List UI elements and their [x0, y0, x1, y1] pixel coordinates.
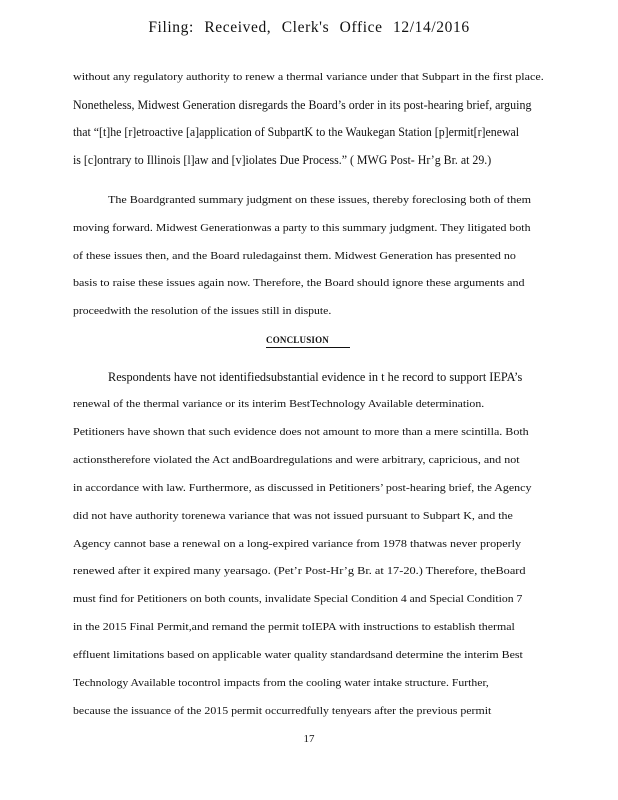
- text-line: of these issues then, and the Board ruledagainst them. Midwest Generation has presented no: [73, 251, 516, 262]
- text-line: effluent limitations based on applicable water quality standardsand determine the interim Best: [73, 650, 523, 661]
- text-line: Nonetheless, Midwest Generation disregards the Board’s order in its post-hearing brief, arguing: [73, 98, 532, 112]
- text-line: proceedwith the resolution of the issues still in dispute.: [73, 306, 332, 317]
- text-line: Agency cannot base a renewal on a long-expired variance from 1978 thatwas never properly: [73, 539, 522, 550]
- conclusion-heading: CONCLUSION: [266, 335, 350, 348]
- text-line: Respondents have not identifiedsubstantial evidence in t he record to support IEPA’s: [108, 370, 523, 384]
- text-line: moving forward. Midwest Generationwas a party to this summary judgment. They litigated both: [73, 223, 531, 234]
- text-line: renewed after it expired many yearsago. (Pet’r Post-Hr’g Br. at 17-20.) Therefore, theBoard: [73, 566, 526, 577]
- text-line: renewal of the thermal variance or its interim BestTechnology Available determination.: [73, 399, 485, 410]
- text-line: did not have authority torenewa variance that was not issued pursuant to Subpart K, and the: [73, 511, 513, 522]
- text-line: actionstherefore violated the Act andBoardregulations and were arbitrary, capricious, and not: [73, 455, 520, 466]
- text-line: because the issuance of the 2015 permit occurredfully tenyears after the previous permit: [73, 706, 492, 717]
- text-line: in accordance with law. Furthermore, as discussed in Petitioners’ post-hearing brief, the Agency: [73, 483, 532, 494]
- text-line: The Boardgranted summary judgment on these issues, thereby foreclosing both of them: [108, 195, 531, 206]
- filing-header: Filing: Received, Clerk's Office 12/14/2016: [148, 19, 470, 36]
- text-line: Technology Available tocontrol impacts from the cooling water intake structure. Further,: [73, 678, 489, 689]
- text-line: Petitioners have shown that such evidence does not amount to more than a mere scintilla. Both: [73, 427, 529, 438]
- text-line: in the 2015 Final Permit,and remand the permit toIEPA with instructions to establish thermal: [73, 622, 515, 633]
- text-line: that “[t]he [r]etroactive [a]application of SubpartK to the Waukegan Station [p]ermit[r]enewal: [73, 125, 520, 139]
- text-line: without any regulatory authority to renew a thermal variance under that Subpart in the first place.: [73, 72, 544, 83]
- text-line: is [c]ontrary to Illinois [l]aw and [v]iolates Due Process.” ( MWG Post- Hr’g Br. at 29.): [73, 153, 492, 167]
- text-line: must find for Petitioners on both counts, invalidate Special Condition 4 and Special Condition 7: [73, 594, 523, 605]
- page-number: 17: [303, 733, 315, 745]
- text-line: basis to raise these issues again now. Therefore, the Board should ignore these arguments and: [73, 278, 525, 289]
